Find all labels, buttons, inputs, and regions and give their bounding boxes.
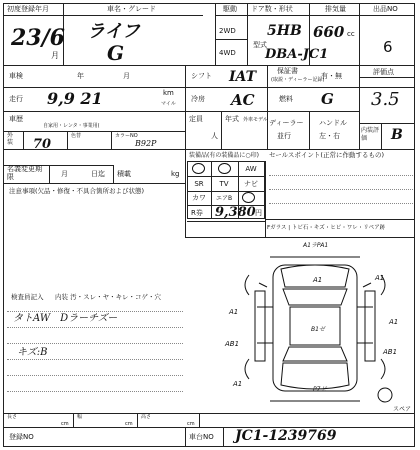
history-label: 車歴 [9,115,23,123]
external-label: 外装 [7,132,14,146]
auction-sheet [3,3,415,447]
diagram-mark-a1-c: A1 [229,308,239,316]
shift-value: IAT [229,69,257,85]
mileage-unit: km [163,89,174,97]
diagram-mark-ab1-a: AB1 [225,340,240,348]
displacement-label: 排気量 [325,5,346,13]
equipment-leather: カワ [192,194,206,202]
selling-point-label: セールスポイント(正常に作動するもの) [269,151,384,159]
displacement-unit: cc [347,30,355,38]
caution-label: 注意事項(欠品・修復・不具合箇所および状態) [9,187,145,195]
score-label: 評価点 [373,68,394,76]
equipment-sr: SR [194,180,204,188]
warranty-label: 保証書 [277,67,298,75]
first-reg-month-suffix: 月 [51,51,59,60]
model-value: DBA-JC1 [265,47,329,62]
height-label: 高さ [141,414,152,420]
name-change-label: 名義変更期限 [7,165,42,181]
chassis-value: JC1-1239769 [235,428,337,444]
car-name: ライフ [87,21,140,42]
diagram-mark-b-center: B1ゼ [311,326,325,333]
mileage-value: 9,9 21 [47,89,103,108]
colorno-label: カラーNO [115,133,138,139]
drive-4wd: 4WD [219,49,236,57]
note-line-2: キズ:B [17,347,48,358]
diagram-mark-a1-a: A1 [313,276,323,284]
colorno-value: B92P [135,139,157,148]
mile-mark: マイル [161,101,176,107]
equipment-label: 装備品(有の装備品に○印) [189,152,259,159]
door-label: ドア数・形状 [251,5,293,13]
model-year-sub: 外車モデル [243,117,268,123]
diagram-mark-pa-bottom: P7ゼ [313,386,327,393]
lot-label: 出品NO [373,5,398,13]
warranty-sub: (取説・ディーラー記録) [271,77,325,83]
width-unit: cm [125,421,133,427]
dealer-sub: 並行 [277,132,291,140]
first-reg-label: 初度登録年月 [7,5,49,13]
equipment-tv: TV [219,180,229,188]
equipment-airbag: エアB [215,195,233,202]
equipment-aw: AW [245,165,257,173]
dealer-label: ディーラー [269,119,304,127]
shift-label: シフト [191,72,212,80]
interior-label: 内装評価 [361,127,380,142]
lot-value: 6 [383,38,393,56]
inspector-items: 内装 汚・スレ・ヤ・キレ・コゲ・穴 [55,293,162,301]
note-line-1: タトAW Dラーチズー [13,313,118,324]
inspection-year-label: 年 [77,72,84,80]
drive-label: 駆動 [223,5,237,13]
interior-value: B [391,127,403,143]
equipment-navi: ナビ [244,180,258,188]
recycle-label: R券 [191,209,203,217]
ac-value: AC [231,91,255,109]
length-label: 長さ [7,414,18,420]
displacement-value: 660 [313,23,345,41]
mileage-label: 走行 [9,95,23,103]
equipment-circle-icon [218,163,231,174]
capacity-unit: 人 [211,132,218,140]
handle-label: ハンドル [319,119,347,127]
car-grade: G [107,41,125,65]
handle-value: 左・右 [319,132,340,140]
name-change-month: 月 [61,170,68,178]
spare-tire-label: スペア [393,406,412,413]
fuel-label: 燃料 [279,95,293,103]
warranty-value: 有・無 [321,72,342,80]
equipment-circle-icon [192,163,205,174]
color-label: 色替 [71,133,82,139]
diagram-mark-top: A1ラPA1 [303,242,329,249]
model-year-label: 年式 [225,115,239,123]
ac-label: 冷房 [191,95,205,103]
reg-no-label: 登録NO [9,433,34,441]
door-value: 5HB [267,23,302,39]
chassis-label: 車台NO [189,433,214,441]
diagram-mark-a1-d: A1 [389,318,399,326]
height-unit: cm [187,421,195,427]
diagram-mark-ab1-b: AB1 [383,348,398,356]
recycle-unit: 円 [255,209,262,217]
equipment-circle-icon [242,192,255,203]
score-value: 3.5 [371,89,400,110]
model-label: 型式 [253,41,267,49]
glass-legend: Fガラス | トビ石・キズ・ヒビ・ワレ・リペア跡 [267,225,386,231]
loading-unit: kg [171,170,180,178]
first-reg-value: 23/6 [11,25,65,51]
loading-label: 積載 [117,170,131,178]
inspection-month-label: 月 [123,72,130,80]
history-sub: 自家用・レンタ・事業用( [43,123,100,129]
inspection-label: 車検 [9,72,23,80]
recycle-value: 9,380 [215,205,256,220]
width-label: 幅 [77,414,83,420]
external-value: 70 [33,137,52,152]
name-change-day: 日迄 [91,170,105,178]
fuel-value: G [321,90,334,108]
inspector-label: 検査員記入 [11,293,44,301]
length-unit: cm [61,421,69,427]
name-grade-label: 車名・グレード [107,5,156,13]
capacity-label: 定員 [189,115,203,123]
drive-2wd: 2WD [219,27,236,35]
diagram-mark-a1-e: A1 [233,380,243,388]
diagram-mark-a1-b: A1 [375,274,385,282]
